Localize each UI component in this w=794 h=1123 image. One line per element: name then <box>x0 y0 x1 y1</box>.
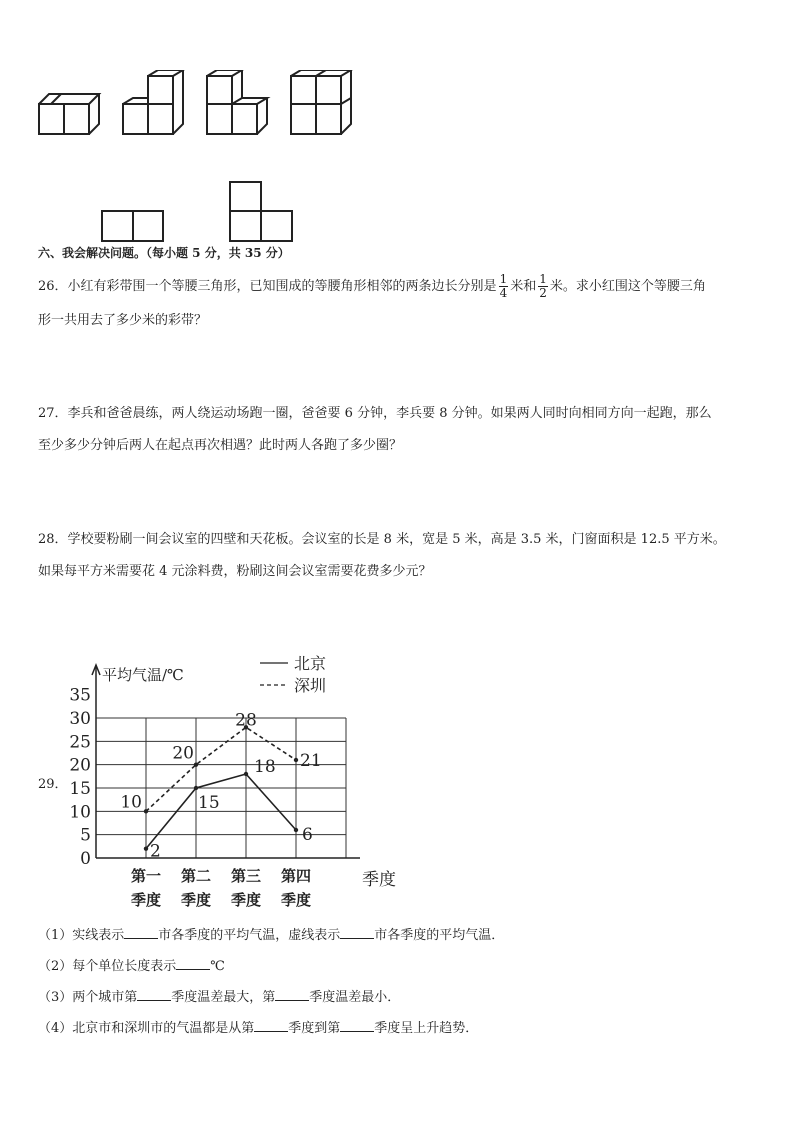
x-category-label: 季度 <box>280 891 312 909</box>
section-title: 六、我会解决问题。（每小题 5 分，共 35 分） <box>38 246 290 260</box>
question-28-line-1: 28．学校要粉刷一间会议室的四壁和天花板。会议室的长是 8 米，宽是 5 米，高是 3.5 米，门窗面积是 12.5 平方米。 <box>38 532 726 547</box>
cube-figures <box>30 70 370 145</box>
y-tick-label: 5 <box>80 825 91 846</box>
y-tick-label: 25 <box>69 732 91 753</box>
data-label: 18 <box>254 757 276 777</box>
answer-blank[interactable] <box>137 988 171 1001</box>
answer-blank[interactable] <box>340 1019 374 1032</box>
data-point <box>294 758 298 762</box>
question-29-sub-4: （4）北京市和深圳市的气温都是从第 季度到第 季度呈上升趋势． <box>38 1021 479 1036</box>
cube-figure-2 <box>123 70 183 134</box>
data-point <box>194 762 198 766</box>
cube-figure-1 <box>39 94 99 134</box>
x-category-labels <box>131 867 311 909</box>
x-category-label: 季度 <box>180 891 212 909</box>
chart-legend <box>260 654 326 695</box>
x-axis-label: 季度 <box>362 870 396 890</box>
view-figures <box>95 178 305 244</box>
chart-series <box>120 710 321 861</box>
data-label: 2 <box>150 841 161 862</box>
y-tick-labels <box>69 686 91 869</box>
cube-figure-3 <box>207 70 267 134</box>
x-category-label: 第三 <box>230 867 262 885</box>
data-label: 10 <box>120 792 142 813</box>
y-tick-label: 20 <box>69 755 91 776</box>
legend-label: 北京 <box>294 654 327 673</box>
answer-blank[interactable] <box>254 1019 288 1032</box>
y-tick-label: 0 <box>80 849 91 869</box>
question-29-number: 29． <box>38 777 68 792</box>
temperature-chart <box>60 645 410 920</box>
question-28-line-2: 如果每平方米需要花 4 元涂料费，粉刷这间会议室需要花费多少元？ <box>38 564 432 579</box>
y-tick-label: 15 <box>69 779 91 799</box>
data-point <box>194 786 198 790</box>
x-category-label: 第一 <box>130 867 162 885</box>
question-26-line-1: 26．小红有彩带围一个等腰三角形，已知围成的等腰角形相邻的两条边长分别是 $\frac{1}{4}$ 米和 $\frac{1}{2}$ 米。求小红围这个等腰三角 <box>38 272 706 300</box>
cube-figure-4 <box>291 70 351 134</box>
data-point <box>144 846 148 850</box>
data-point <box>294 828 298 832</box>
view-figure-1 <box>102 211 163 241</box>
answer-blank[interactable] <box>176 957 210 970</box>
question-29-sub-2: （2）每个单位长度表示 ℃ <box>38 959 225 974</box>
question-27-line-2: 至少多少分钟后两人在起点再次相遇？此时两人各跑了多少圈？ <box>38 438 403 453</box>
fraction-quarter: $\frac{1}{4}$ <box>499 272 508 300</box>
data-label: 15 <box>198 793 220 813</box>
fraction-half: $\frac{1}{2}$ <box>539 272 547 300</box>
data-point <box>244 772 248 776</box>
question-29-sub-1: （1）实线表示 市各季度的平均气温，虚线表示 市各季度的平均气温． <box>38 928 505 943</box>
view-figure-2 <box>230 182 292 241</box>
answer-blank[interactable] <box>124 926 158 939</box>
data-label: 21 <box>300 751 322 771</box>
x-category-label: 第四 <box>280 867 312 885</box>
data-label: 28 <box>235 710 257 731</box>
data-point <box>144 809 148 813</box>
question-26-line-2: 形一共用去了多少米的彩带？ <box>38 313 208 328</box>
x-category-label: 季度 <box>130 891 162 909</box>
y-tick-label: 35 <box>69 685 91 706</box>
question-number: 26． <box>38 279 68 294</box>
x-category-label: 季度 <box>230 891 262 909</box>
legend-label: 深圳 <box>294 676 327 695</box>
answer-blank[interactable] <box>275 988 309 1001</box>
answer-blank[interactable] <box>340 926 374 939</box>
data-label: 20 <box>172 743 194 764</box>
y-axis-label: 平均气温/℃ <box>102 666 184 684</box>
question-27-line-1: 27．李兵和爸爸晨练，两人绕运动场跑一圈，爸爸要 6 分钟，李兵要 8 分钟。如果两人同时向相同方向一起跑，那么 <box>38 406 712 421</box>
data-label: 6 <box>302 825 313 845</box>
y-tick-label: 10 <box>69 802 91 823</box>
question-29-sub-3: （3）两个城市第 季度温差最大，第 季度温差最小． <box>38 990 401 1005</box>
y-tick-label: 30 <box>69 709 91 729</box>
x-category-label: 第二 <box>180 867 212 885</box>
